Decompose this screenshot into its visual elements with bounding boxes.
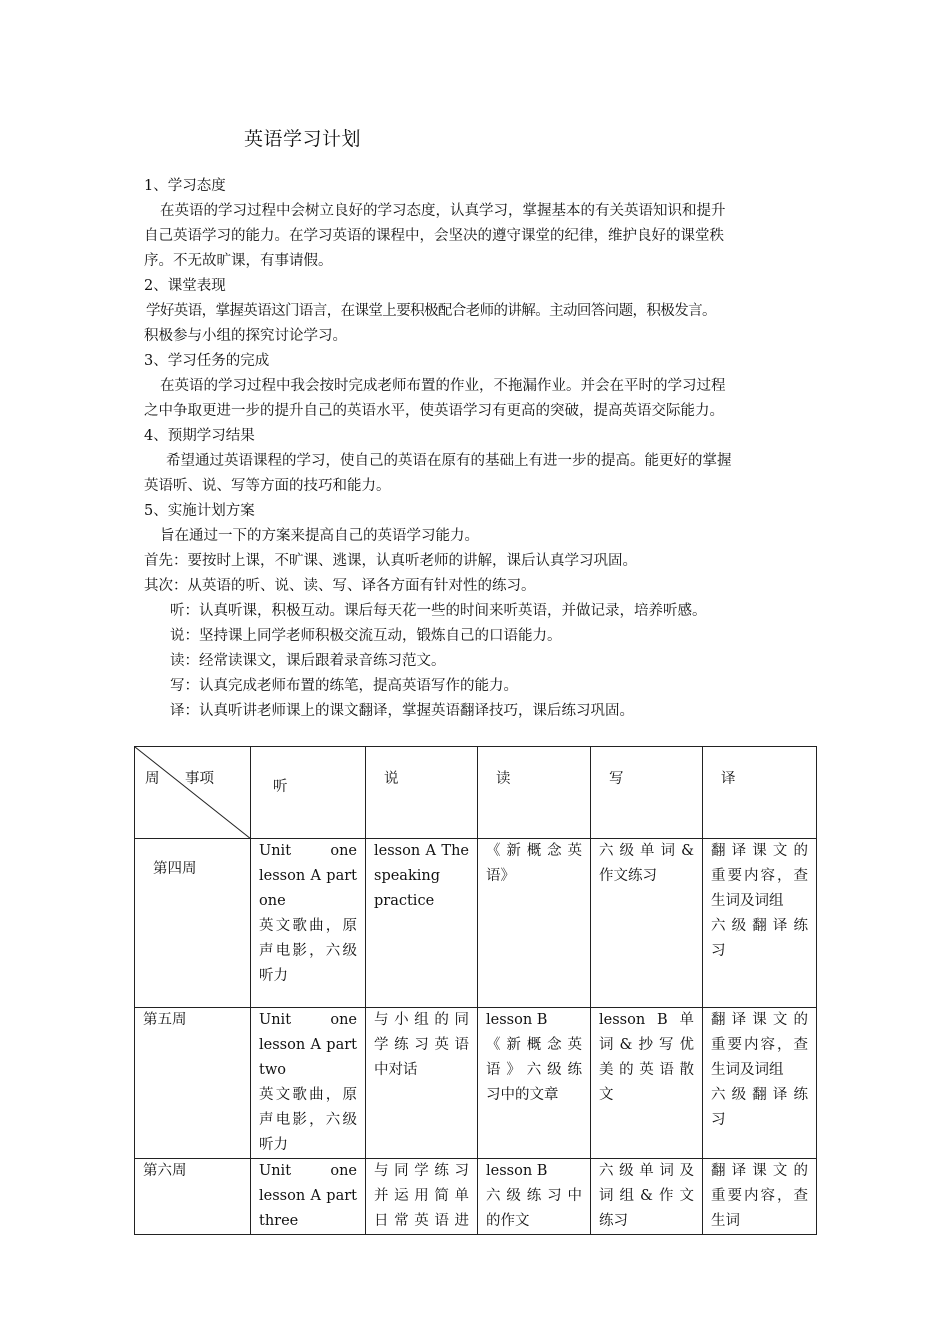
section-heading: 1、学习态度	[144, 178, 226, 194]
read-cell: lesson B 《新概念英 语》六级练 习中的文章	[478, 1008, 591, 1159]
write-cell: 六级单词& 作文练习	[591, 839, 703, 1008]
corner-header-cell	[135, 747, 251, 839]
paragraph-line: 学好英语，掌握英语这门语言，在课堂上要积极配合老师的讲解。主动回答问题，积极发言。	[146, 303, 716, 319]
write-cell: lesson B 单 词&抄写优 美的英语散 文	[591, 1008, 703, 1159]
table-header-row	[135, 747, 817, 839]
paragraph-line: 其次：从英语的听、说、读、写、译各方面有针对性的练习。	[144, 578, 536, 594]
section-heading: 4、预期学习结果	[144, 428, 255, 444]
header-listen: 听	[251, 747, 366, 839]
section-heading: 3、学习任务的完成	[144, 353, 270, 369]
week-axis-label: 周	[145, 771, 160, 787]
paragraph-line: 之中争取更进一步的提升自己的英语水平，使英语学习有更高的突破，提高英语交际能力。	[144, 403, 724, 419]
paragraph-line: 在英语的学习过程中会树立良好的学习态度，认真学习，掌握基本的有关英语知识和提升	[160, 203, 726, 219]
translate-cell: 翻译课文的 重要内容，查 生词及词组 六级翻译练 习	[703, 1008, 817, 1159]
read-cell: lesson B 六级练习中 的作文	[478, 1159, 591, 1235]
header-read: 读	[478, 747, 591, 839]
table-row	[135, 1159, 817, 1235]
paragraph-line: 首先：要按时上课，不旷课、逃课，认真听老师的讲解，课后认真学习巩固。	[144, 553, 637, 569]
translate-cell: 翻译课文的 重要内容，查 生词及词组 六级翻译练 习	[703, 839, 817, 1008]
paragraph-line: 序。不无故旷课，有事请假。	[144, 253, 333, 269]
paragraph-line: 自己英语学习的能力。在学习英语的课程中，会坚决的遵守课堂的纪律，维护良好的课堂秩	[144, 228, 724, 244]
document-title: 英语学习计划	[244, 128, 362, 150]
document-body	[144, 174, 824, 724]
read-cell: 《新概念英 语》	[478, 839, 591, 1008]
items-axis-label: 事项	[185, 771, 214, 787]
paragraph-line: 在英语的学习过程中我会按时完成老师布置的作业，不拖漏作业。并会在平时的学习过程	[160, 378, 726, 394]
speak-cell: 与同学练习 并运用简单 日常英语进	[366, 1159, 478, 1235]
write-cell: 六级单词及 词组&作文 练习	[591, 1159, 703, 1235]
paragraph-line: 读：经常读课文，课后跟着录音练习范文。	[170, 653, 446, 669]
table-row	[135, 1008, 817, 1159]
header-translate: 译	[703, 747, 817, 839]
table-row	[135, 839, 817, 1008]
diagonal-divider	[135, 747, 251, 839]
section-heading: 5、实施计划方案	[144, 503, 255, 519]
week-cell: 第四周	[135, 839, 251, 1008]
paragraph-line: 希望通过英语课程的学习，使自己的英语在原有的基础上有进一步的提高。能更好的掌握	[166, 453, 732, 469]
listen-cell: Unit one lesson A part two 英文歌曲，原 声电影，六级 听力	[251, 1008, 366, 1159]
paragraph-line: 听：认真听课，积极互动。课后每天花一些的时间来听英语，并做记录，培养听感。	[170, 603, 707, 619]
paragraph-line: 英语听、说、写等方面的技巧和能力。	[144, 478, 391, 494]
translate-cell: 翻译课文的 重要内容，查 生词	[703, 1159, 817, 1235]
study-plan-table	[134, 746, 817, 1235]
week-cell: 第五周	[135, 1008, 251, 1159]
header-write: 写	[591, 747, 703, 839]
paragraph-line: 积极参与小组的探究讨论学习。	[144, 328, 347, 344]
speak-cell: lesson A The speaking practice	[366, 839, 478, 1008]
section-heading: 2、课堂表现	[144, 278, 226, 294]
paragraph-line: 译：认真听讲老师课上的课文翻译，掌握英语翻译技巧，课后练习巩固。	[170, 703, 634, 719]
header-speak: 说	[366, 747, 478, 839]
paragraph-line: 写：认真完成老师布置的练笔，提高英语写作的能力。	[170, 678, 518, 694]
speak-cell: 与小组的同 学练习英语 中对话	[366, 1008, 478, 1159]
listen-cell: Unit one lesson A part three	[251, 1159, 366, 1235]
paragraph-line: 旨在通过一下的方案来提高自己的英语学习能力。	[160, 528, 479, 544]
week-cell: 第六周	[135, 1159, 251, 1235]
paragraph-line: 说：坚持课上同学老师积极交流互动，锻炼自己的口语能力。	[170, 628, 562, 644]
listen-cell: Unit one lesson A part one 英文歌曲，原 声电影，六级 听力	[251, 839, 366, 1008]
